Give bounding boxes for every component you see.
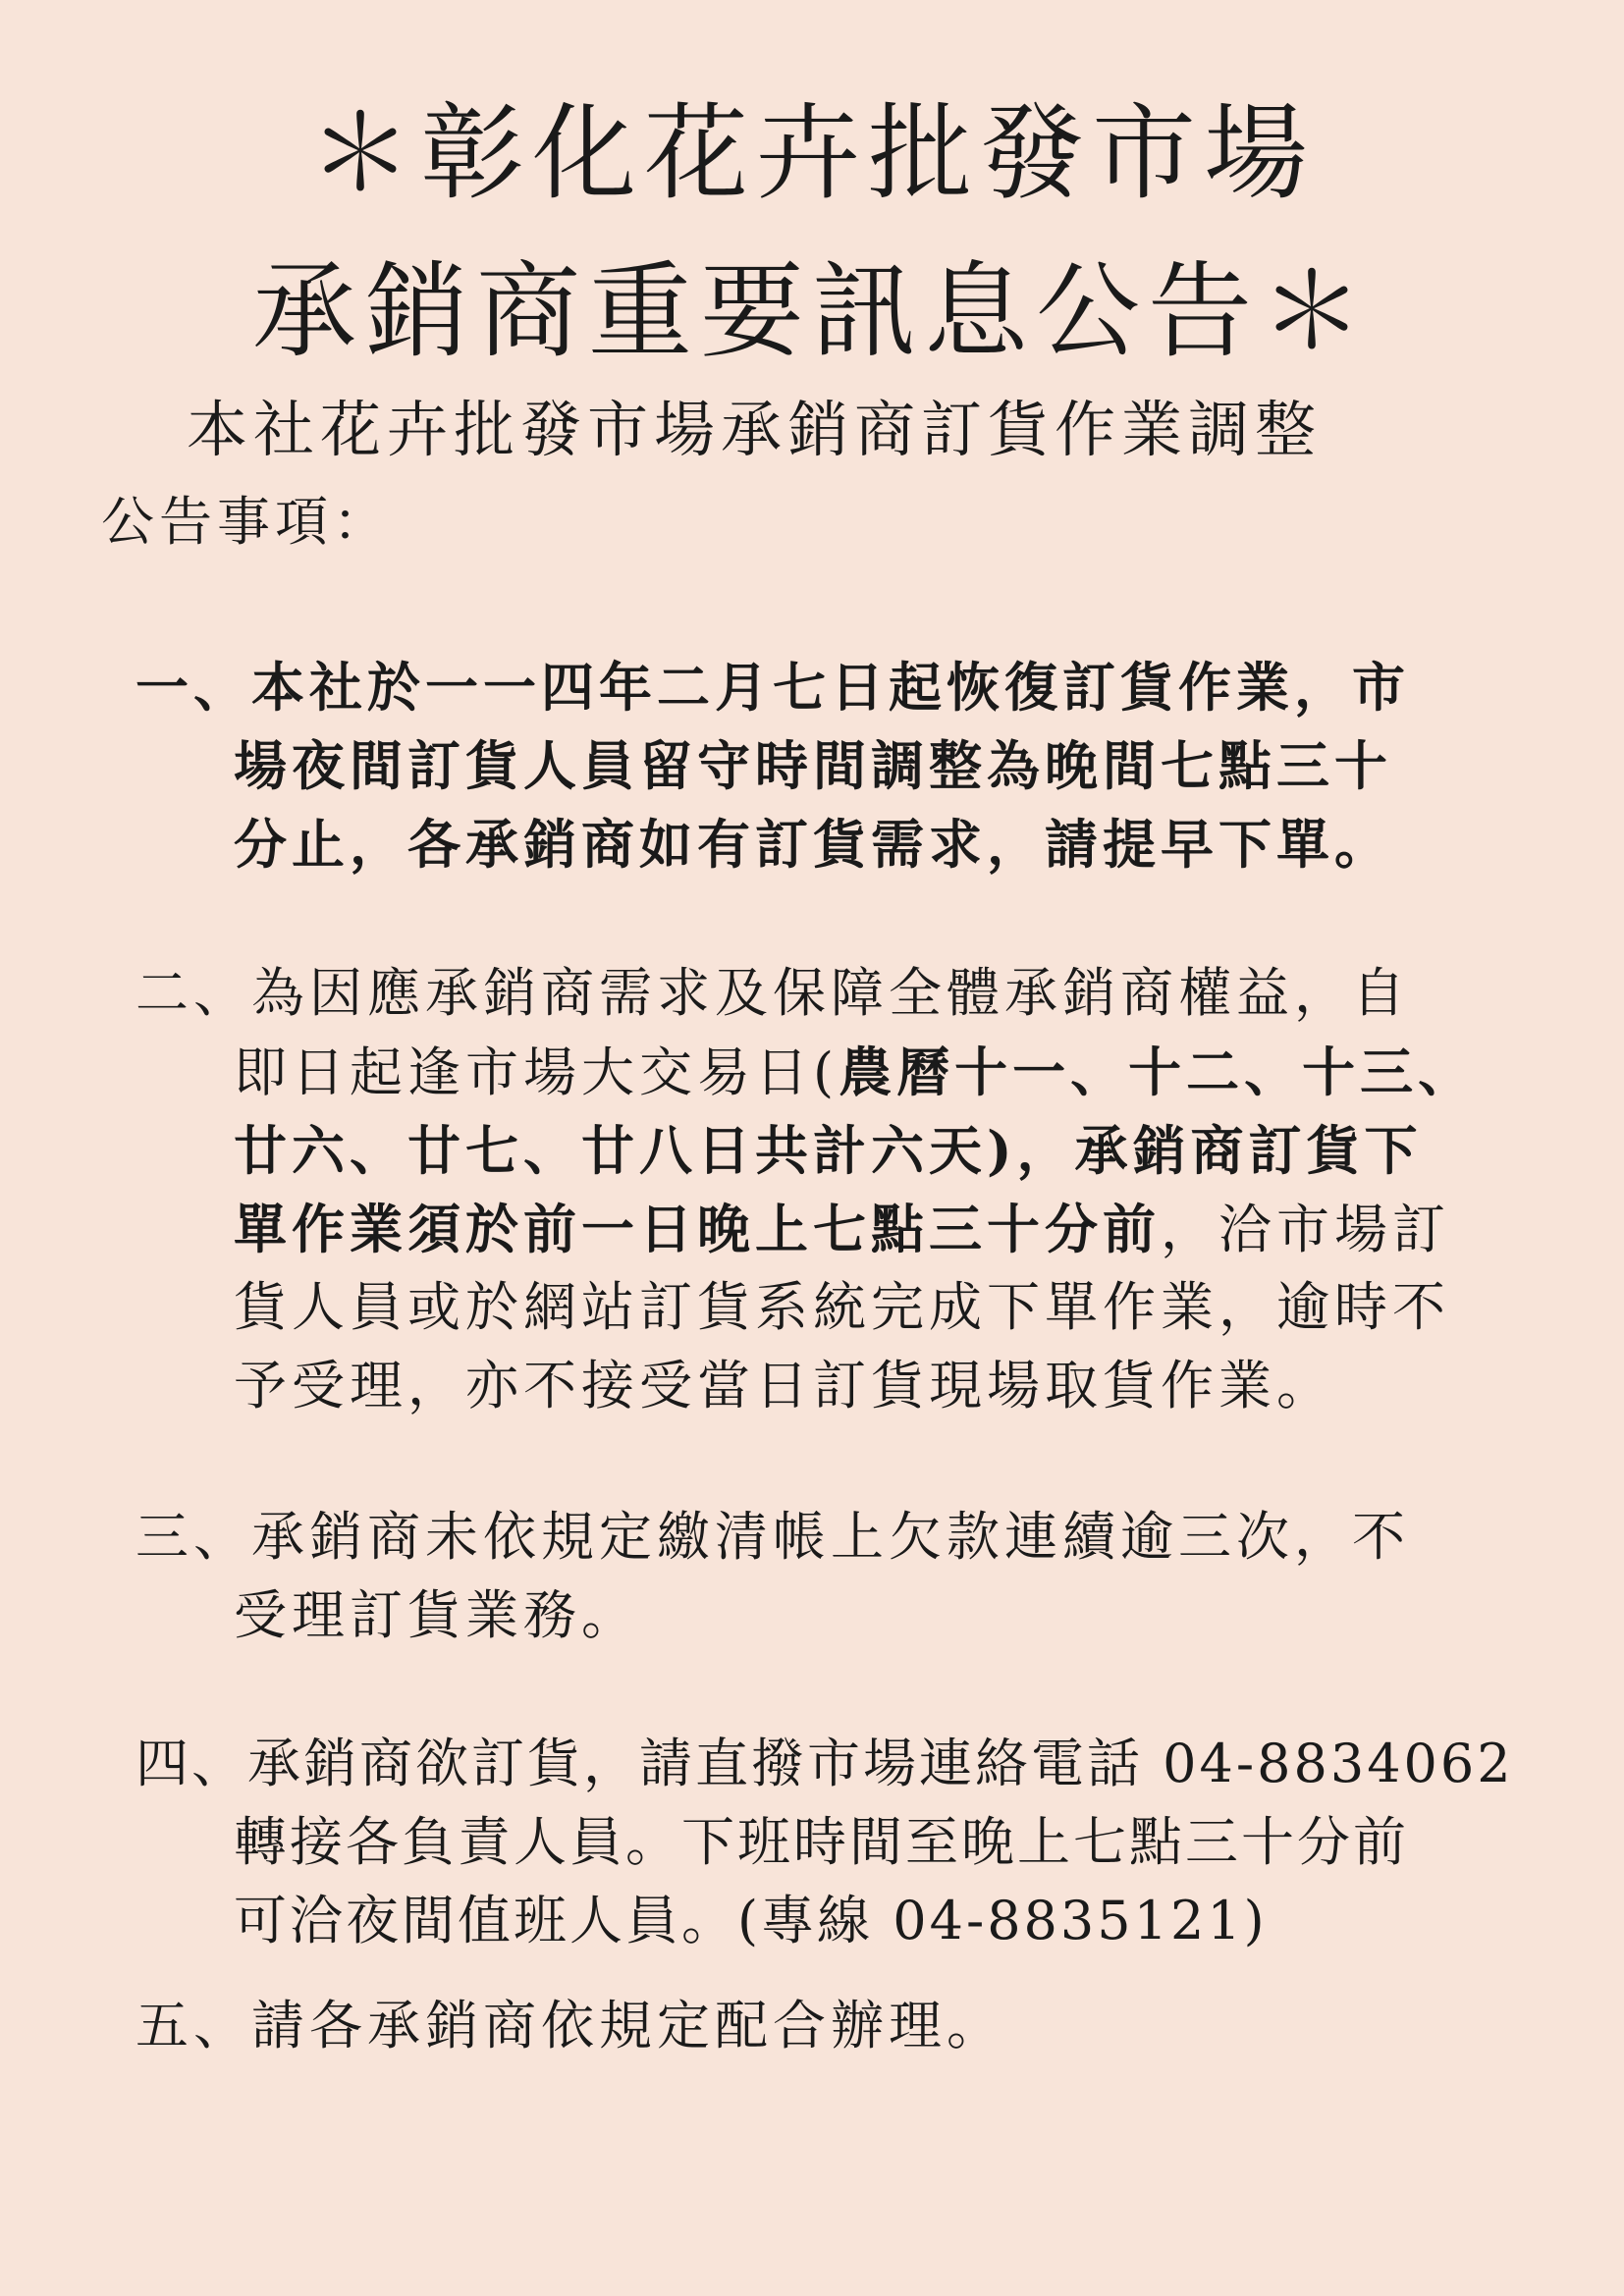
notice-item-4-line-3: 可洽夜間值班人員。(專線 04-8835121) [234,1890,1268,1951]
notice-item-2-line-3-bold: 廿六、廿七、廿八日共計六天)，承銷商訂貨下 [234,1119,1423,1182]
notice-item-4-line-2: 轉接各負責人員。下班時間至晚上七點三十分前 [234,1811,1409,1873]
notice-item-1-line-3: 分止，各承銷商如有訂貨需求，請提早下單。 [234,813,1392,876]
notice-item-5-line-1: 五、請各承銷商依規定配合辦理。 [135,1995,1004,2056]
notice-item-2-line-2-bold: 農曆十一、十二、十三、 [839,1041,1477,1103]
notice-item-3-line-1: 三、承銷商未依規定繳清帳上欠款連續逾三次，不 [135,1506,1410,1568]
notice-item-2 [135,954,1510,1425]
subtitle: 本社花卉批發市場承銷商訂貨作業調整 [187,394,1323,465]
notice-item-4 [135,1725,1514,1960]
notice-item-3-line-2: 受理訂貨業務。 [234,1584,639,1646]
notice-item-2-line-1: 二、為因應承銷商需求及保障全體承銷商權益，自 [135,962,1410,1024]
notice-item-1-line-2: 場夜間訂貨人員留守時間調整為晚間七點三十 [234,734,1392,797]
notice-item-2-line-5: 貨人員或於網站訂貨系統完成下單作業，逾時不 [234,1276,1450,1338]
notice-item-1-line-1: 一、本社於一一四年二月七日起恢復訂貨作業，市 [135,656,1410,719]
notice-item-2-line-4-text: ，洽市場訂 [1161,1199,1450,1260]
title-line-1: ＊彰化花卉批發市場 [308,93,1316,214]
section-heading: 公告事項： [101,491,391,553]
notice-item-2-line-2 [135,1033,1510,1111]
notice-item-1 [135,648,1510,883]
notice-item-2-line-6: 予受理，亦不接受當日訂貨現場取貨作業。 [234,1355,1334,1416]
title-line-2: 承銷商重要訊息公告＊ [252,251,1372,372]
notice-item-2-line-3 [135,1111,1510,1190]
notice-item-4-line-1: 四、承銷商欲訂貨，請直撥市場連絡電話 04-8834062 [135,1733,1514,1794]
notice-item-3 [135,1498,1510,1655]
notice-item-2-line-4 [135,1190,1510,1268]
notice-item-2-line-4-bold: 單作業須於前一日晚上七點三十分前 [234,1198,1161,1260]
notice-item-5 [135,1987,1510,2065]
notice-item-2-line-2-text: 即日起逢市場大交易日( [234,1041,839,1103]
